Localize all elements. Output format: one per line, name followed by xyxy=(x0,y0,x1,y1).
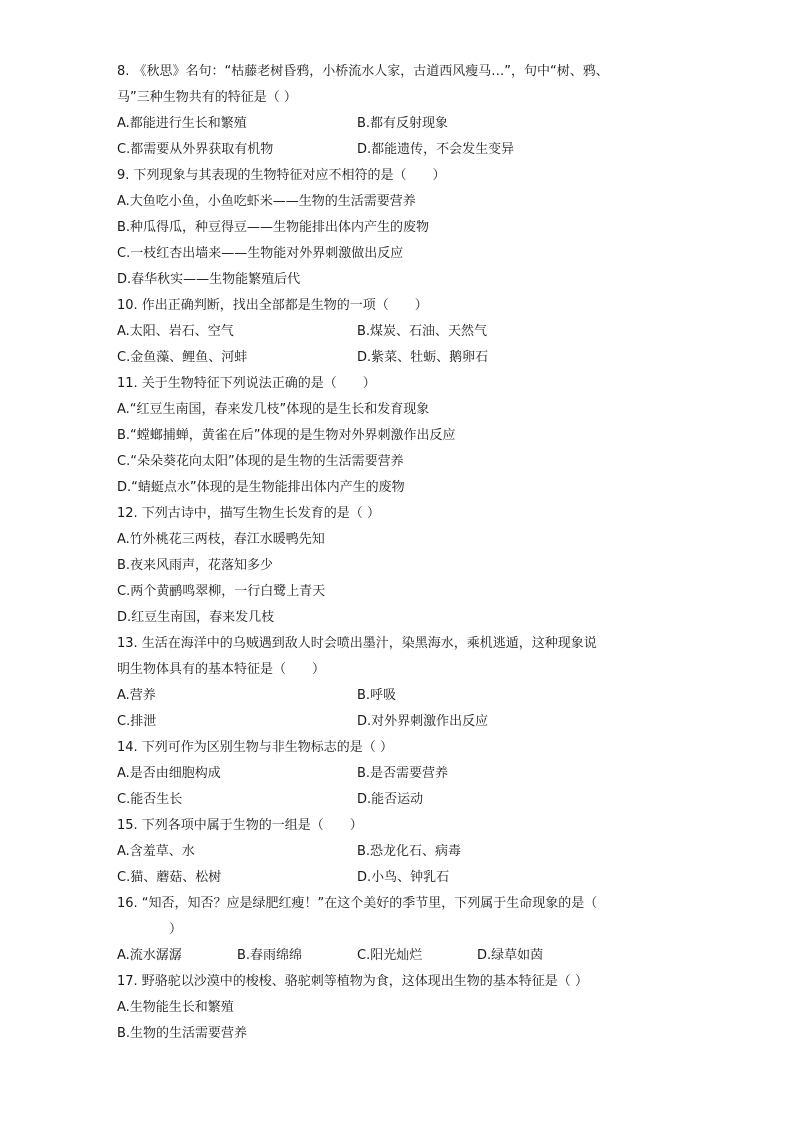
answer-option: C.两个黄鹂鸣翠柳，一行白鹭上青天 xyxy=(117,584,326,599)
answer-option: B.春雨绵绵 xyxy=(237,948,303,963)
answer-option: B.都有反射现象 xyxy=(357,116,449,131)
answer-option-row xyxy=(117,111,637,137)
answer-option: C.猫、蘑菇、松树 xyxy=(117,870,222,885)
answer-option-row xyxy=(117,137,637,163)
question-stem-continued: 明生物体具有的基本特征是（ ） xyxy=(117,662,326,677)
question-block xyxy=(117,631,637,735)
answer-option: D.对外界刺激作出反应 xyxy=(357,714,489,729)
answer-option: A.是否由细胞构成 xyxy=(117,766,221,781)
question-list xyxy=(117,59,637,1047)
answer-option: B.呼吸 xyxy=(357,688,397,703)
question-stem-continued: 马”三种生物共有的特征是（ ） xyxy=(117,90,297,105)
answer-option: C.“朵朵葵花向太阳”体现的是生物的生活需要营养 xyxy=(117,454,404,469)
question-stem: 12. 下列古诗中，描写生物生长发育的是（ ） xyxy=(117,506,380,521)
question-block xyxy=(117,501,637,631)
question-stem: 17. 野骆驼以沙漠中的梭梭、骆驼刺等植物为食，这体现出生物的基本特征是（ ） xyxy=(117,974,588,989)
question-block xyxy=(117,371,637,501)
question-stem: 15. 下列各项中属于生物的一组是（ ） xyxy=(117,818,363,833)
answer-option: A.“红豆生南国，春来发几枝”体现的是生长和发育现象 xyxy=(117,402,430,417)
answer-option: B.恐龙化石、病毒 xyxy=(357,844,462,859)
answer-option: A.都能进行生长和繁殖 xyxy=(117,116,247,131)
answer-option-row xyxy=(117,319,637,345)
question-block xyxy=(117,969,637,1047)
answer-option-row xyxy=(117,761,637,787)
answer-option: D.红豆生南国，春来发几枝 xyxy=(117,610,275,625)
answer-option: C.都需要从外界获取有机物 xyxy=(117,142,274,157)
answer-option: B.煤炭、石油、天然气 xyxy=(357,324,488,339)
answer-option: A.大鱼吃小鱼，小鱼吃虾米——生物的生活需要营养 xyxy=(117,194,416,209)
answer-option: C.金鱼藻、鲤鱼、河蚌 xyxy=(117,350,248,365)
question-stem: 9. 下列现象与其表现的生物特征对应不相符的是（ ） xyxy=(117,168,446,183)
question-stem-continued: ） xyxy=(143,922,183,937)
answer-option: D.绿草如茵 xyxy=(477,948,544,963)
question-stem: 11. 关于生物特征下列说法正确的是（ ） xyxy=(117,376,376,391)
answer-option: C.阳光灿烂 xyxy=(357,948,423,963)
answer-option: A.生物能生长和繁殖 xyxy=(117,1000,234,1015)
answer-option: B.生物的生活需要营养 xyxy=(117,1026,248,1041)
answer-option-row xyxy=(117,709,637,735)
question-stem: 10. 作出正确判断，找出全部都是生物的一项（ ） xyxy=(117,298,428,313)
question-block xyxy=(117,293,637,371)
answer-option-row xyxy=(117,345,637,371)
answer-option: A.太阳、岩石、空气 xyxy=(117,324,234,339)
answer-option-row xyxy=(117,865,637,891)
answer-option: C.能否生长 xyxy=(117,792,183,807)
answer-option: D.能否运动 xyxy=(357,792,424,807)
question-stem: 8. 《秋思》名句：“枯藤老树昏鸦，小桥流水人家，古道西风瘦马…”，句中“树、鸦、 xyxy=(117,64,609,79)
answer-option: B.种瓜得瓜，种豆得豆——生物能排出体内产生的废物 xyxy=(117,220,430,235)
question-block xyxy=(117,163,637,293)
answer-option: A.竹外桃花三两枝，春江水暖鸭先知 xyxy=(117,532,325,547)
answer-option: D.都能遗传，不会发生变异 xyxy=(357,142,515,157)
question-block xyxy=(117,891,637,969)
answer-option-row xyxy=(117,683,637,709)
answer-option: B.夜来风雨声，花落知多少 xyxy=(117,558,274,573)
answer-option: B.是否需要营养 xyxy=(357,766,449,781)
answer-option: B.“螳螂捕蝉，黄雀在后”体现的是生物对外界刺激作出反应 xyxy=(117,428,456,443)
answer-option: D.“蜻蜓点水”体现的是生物能排出体内产生的废物 xyxy=(117,480,405,495)
question-stem: 13. 生活在海洋中的乌贼遇到敌人时会喷出墨汁，染黑海水，乘机逃遁，这种现象说 xyxy=(117,636,597,651)
answer-option: A.营养 xyxy=(117,688,156,703)
answer-option: D.紫菜、牡蛎、鹅卵石 xyxy=(357,350,489,365)
answer-option-row xyxy=(117,943,637,969)
answer-option-row xyxy=(117,839,637,865)
question-stem: 14. 下列可作为区别生物与非生物标志的是（ ） xyxy=(117,740,393,755)
question-stem: 16. “知否，知否？应是绿肥红瘦！”在这个美好的季节里，下列属于生命现象的是（ xyxy=(117,896,598,911)
question-block xyxy=(117,813,637,891)
answer-option: A.流水潺潺 xyxy=(117,948,182,963)
answer-option: A.含羞草、水 xyxy=(117,844,195,859)
question-block xyxy=(117,59,637,163)
answer-option: C.一枝红杏出墙来——生物能对外界刺激做出反应 xyxy=(117,246,404,261)
question-block xyxy=(117,735,637,813)
answer-option-row xyxy=(117,787,637,813)
answer-option: D.小鸟、钟乳石 xyxy=(357,870,450,885)
answer-option: C.排泄 xyxy=(117,714,157,729)
answer-option: D.春华秋实——生物能繁殖后代 xyxy=(117,272,301,287)
